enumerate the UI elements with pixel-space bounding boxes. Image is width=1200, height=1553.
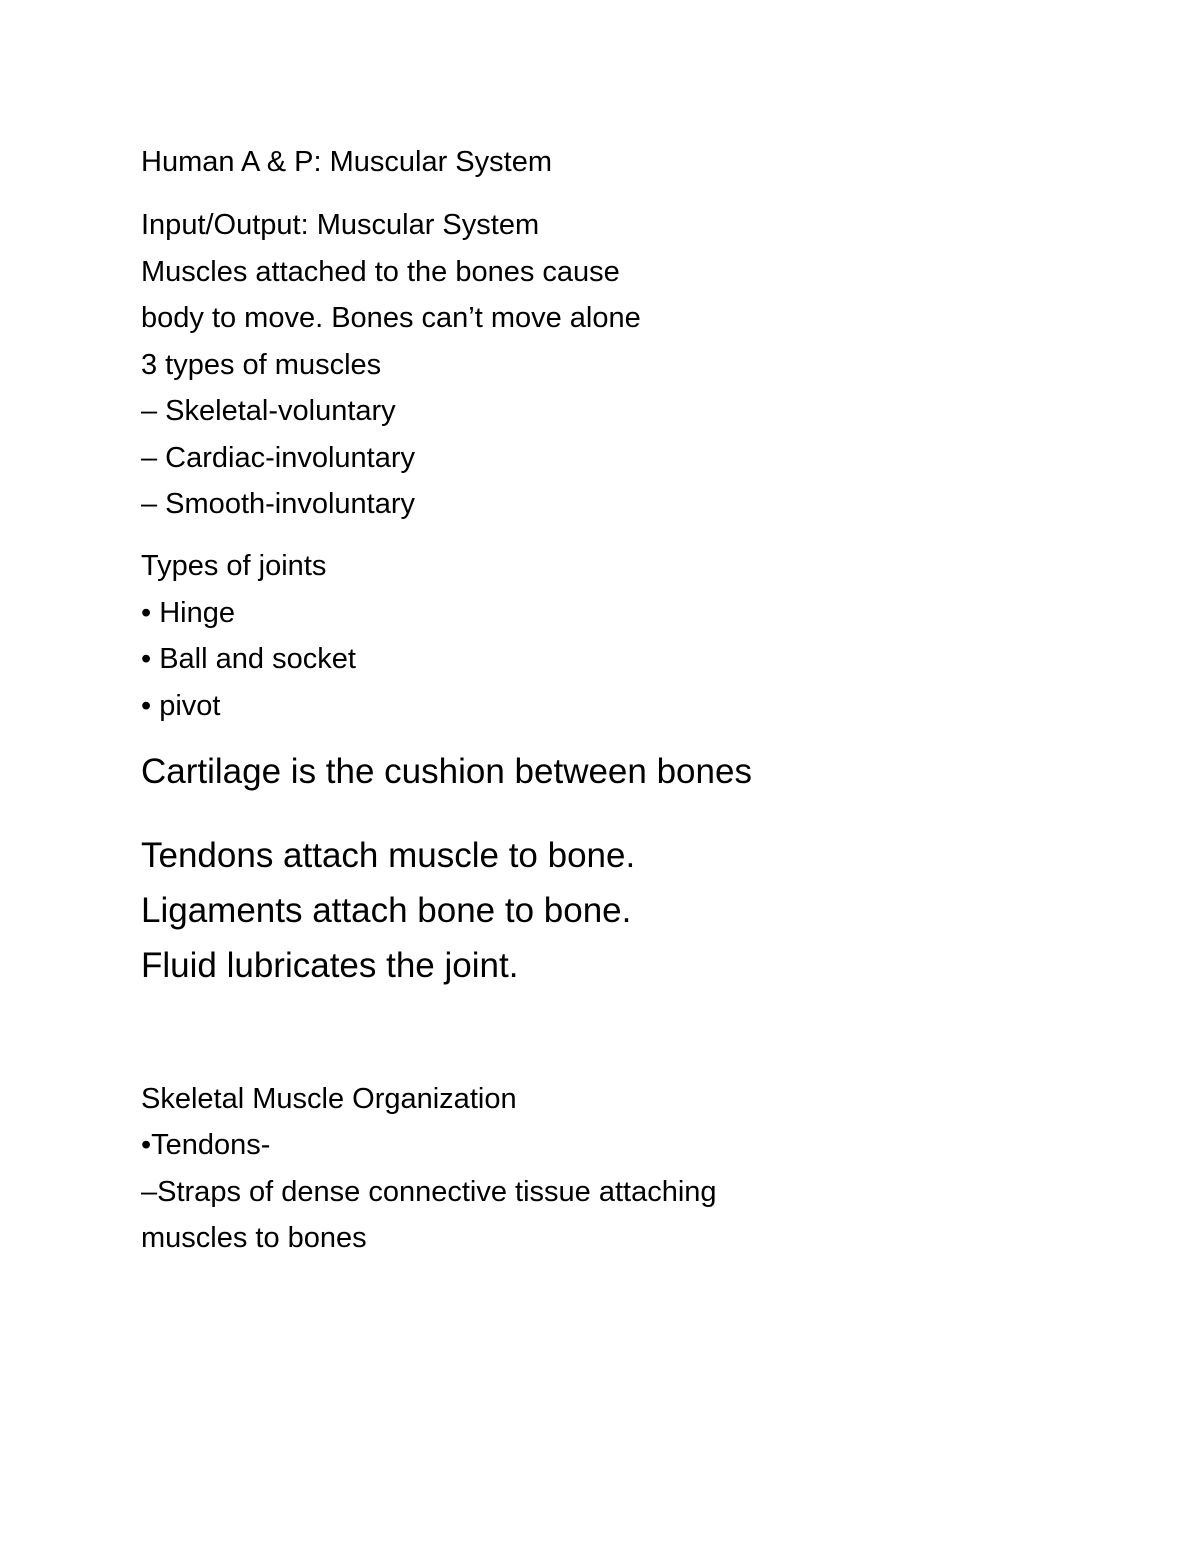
cartilage-statement: Cartilage is the cushion between bones — [141, 752, 752, 791]
list-item-skeletal: – Skeletal-voluntary — [141, 395, 396, 427]
list-item-cardiac: – Cardiac-involuntary — [141, 442, 416, 474]
list-item-hinge: • Hinge — [141, 597, 235, 629]
tendons-statement: Tendons attach muscle to bone. — [141, 836, 636, 875]
document-title: Human A & P: Muscular System — [141, 146, 552, 178]
text-line: 3 types of muscles — [141, 349, 382, 381]
section-heading-skeletal-organization: Skeletal Muscle Organization — [141, 1083, 517, 1115]
section-heading-input-output: Input/Output: Muscular System — [141, 209, 540, 241]
text-line: body to move. Bones can’t move alone — [141, 302, 641, 334]
section-heading-joints: Types of joints — [141, 550, 327, 582]
list-item-ball-socket: • Ball and socket — [141, 643, 356, 675]
fluid-statement: Fluid lubricates the joint. — [141, 946, 519, 985]
text-line: Muscles attached to the bones cause — [141, 256, 620, 288]
ligaments-statement: Ligaments attach bone to bone. — [141, 891, 632, 930]
list-item-tendons: •Tendons- — [141, 1129, 271, 1161]
text-line: muscles to bones — [141, 1222, 367, 1254]
text-line: –Straps of dense connective tissue attaching — [141, 1176, 717, 1208]
list-item-pivot: • pivot — [141, 690, 221, 722]
list-item-smooth: – Smooth-involuntary — [141, 488, 416, 520]
